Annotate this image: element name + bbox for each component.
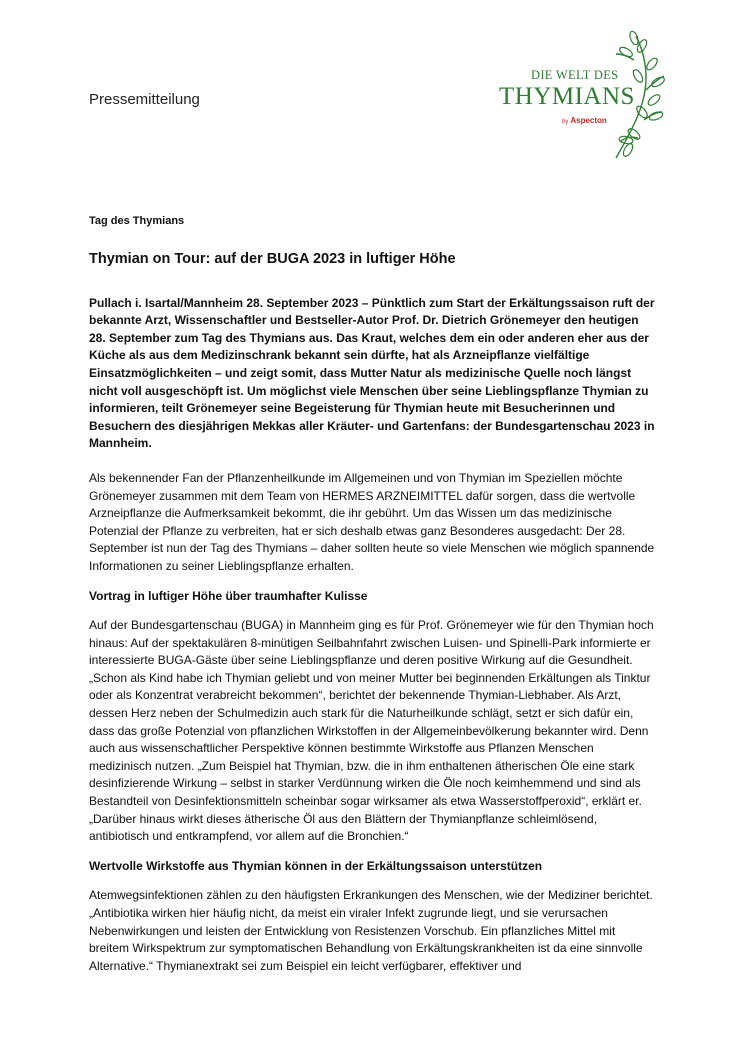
logo-by-prefix: by [562, 119, 569, 125]
logo-line-2: THYMIANS [499, 83, 635, 110]
article-lead: Pullach i. Isartal/Mannheim 28. September 2023 – Pünktlich zum Start der Erkältungssaison ruft der bekannte Arzt, Wissenschaftler und Bestseller-Autor Prof. Dr. Dietrich Grönemeyer den heutigen 28. September zum Tag des Thymians aus. Das Kraut, welches dem ein oder anderen eher aus der Küche als aus dem Medizinschrank bekannt sein dürfte, hat als Arzneipflanze vielfältige Einsatzmöglichkeiten – und zeigt somit, dass Mutter Natur als medizinische Quelle noch längst nicht voll ausgeschöpft ist. Um möglichst viele Menschen über seine Lieblingspflanze Thymian zu informieren, teilt Grönemeyer seine Begeisterung für Thymian heute mit Besucherinnen und Besuchern des diesjährigen Mekkas aller Kräuter- und Gartenfans: der Bundesgartenschau 2023 in Mannheim. [89, 295, 655, 451]
article-paragraph-2: Auf der Bundesgartenschau (BUGA) in Mannheim ging es für Prof. Grönemeyer wie für den Thymian hoch hinaus: Auf der spektakulären 8-minütigen Seilbahnfahrt zwischen Luisen- und Spinelli-Park informierte er interessierte BUGA-Gäste über seine Lieblingspflanze und deren positive Wirkung auf die Gesundheit. „Schon als Kind habe ich Thymian geliebt und von meiner Mutter bei beginnenden Erkältungen als Tinktur oder als Konzentrat verabreicht bekommen“, berichtet der bekennende Thymian-Liebhaber. Als Arzt, dessen Herz neben der Schulmedizin auch stark für die Naturheilkunde schlägt, setzt er sich dafür ein, dass das große Potenzial von pflanzlichen Wirkstoffen in der Allgemeinbevölkerung bekannter wird. Denn auch aus wissenschaftlicher Perspektive können bestimmte Wirkstoffe aus Pflanzen Menschen medizinisch nutzen. „Zum Beispiel hat Thymian, bzw. die in ihm enthaltenen ätherischen Öle eine stark desinfizierende Wirkung – selbst in starker Verdünnung wirken die Öle noch keimhemmend und sind als Bestandteil von Desinfektionsmitteln scheinbar sogar wirksamer als etwa Wasserstoffperoxid“, erklärt er. „Darüber hinaus wirkt dieses ätherische Öl aus den Blättern der Thymianpflanze schleimlösend, antibiotisch und entkrampfend, vor allem auf die Bronchien.“ [89, 618, 654, 844]
article-paragraph-1: Als bekennender Fan der Pflanzenheilkunde im Allgemeinen und von Thymian im Speziellen möchte Grönemeyer zusammen mit dem Team von HERMES ARZNEIMITTEL dafür sorgen, dass die wertvolle Arzneipflanze die Aufmerksamkeit bekommt, die ihr gebührt. Um das Wissen um das medizinische Potenzial der Pflanze zu verbreiten, hat er sich deshalb etwas ganz Besonderes ausgedacht: Der 28. September ist nun der Tag des Thymians – daher sollten heute so viele Menschen wie möglich spannende Informationen zu seiner Lieblingspflanze erhalten. [89, 470, 655, 573]
document-type-label: Pressemitteilung [89, 91, 200, 108]
article-paragraph-3: Atemwegsinfektionen zählen zu den häufigsten Erkrankungen des Menschen, wie der Mediziner berichtet. „Antibiotika wirken hier häufig nicht, da meist ein viraler Infekt zugrunde liegt, und sie verursachen Nebenwirkungen und leisten der Entwicklung von Resistenzen Vorschub. Ein pflanzliches Mittel mit breitem Wirkspektrum zur symptomatischen Behandlung von Erkältungskrankheiten ist da eine sinnvolle Alternative.“ Thymianextrakt sei zum Beispiel ein leicht verfügbarer, effektiver und [89, 888, 653, 973]
article-headline: Thymian on Tour: auf der BUGA 2023 in luftiger Höhe [89, 250, 456, 267]
logo-brand-name: Aspecton [570, 116, 607, 125]
article-kicker: Tag des Thymians [89, 215, 185, 227]
logo-line-1: DIE WELT DES [531, 68, 619, 82]
logo-byline [562, 116, 607, 125]
article-body [89, 213, 657, 975]
article-subheading-1: Vortrag in luftiger Höhe über traumhafter Kulisse [89, 588, 368, 603]
article-subheading-2: Wertvolle Wirkstoffe aus Thymian können in der Erkältungssaison unterstützen [89, 858, 543, 873]
brand-logo [496, 30, 668, 162]
